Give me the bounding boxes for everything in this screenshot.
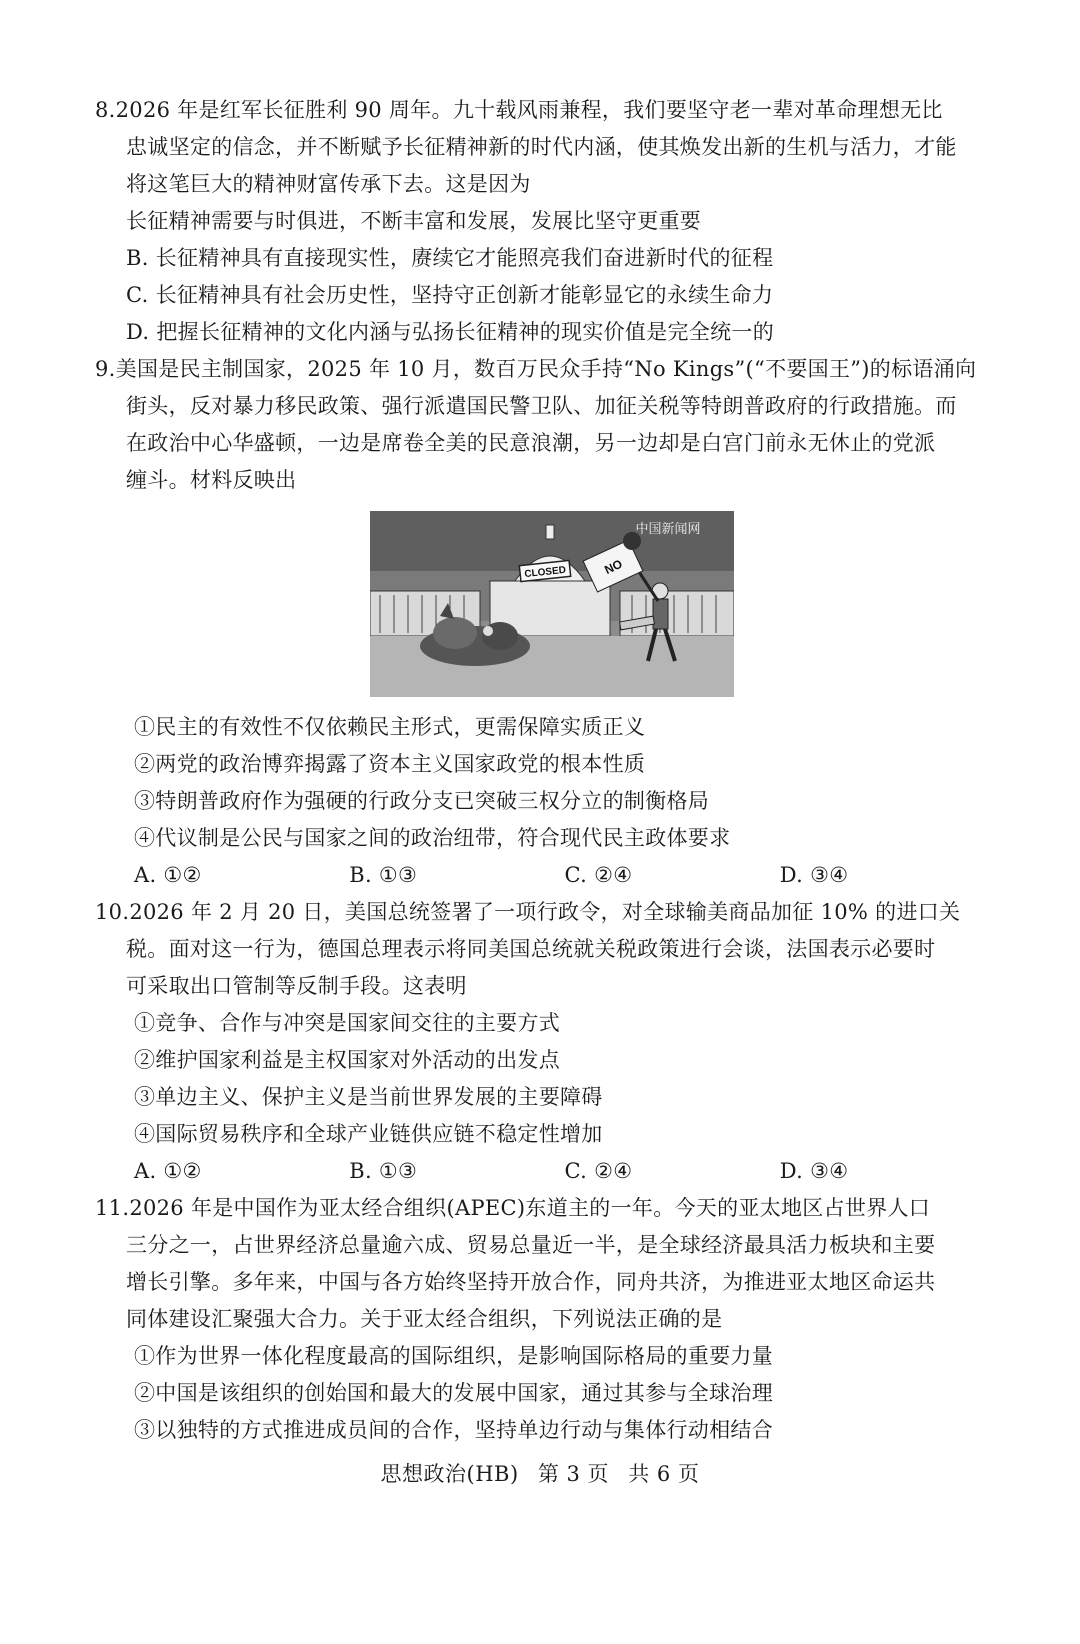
statement-3: ③特朗普政府作为强硬的行政分支已突破三权分立的制衡格局 xyxy=(134,789,710,813)
question-stem-line: 同体建设汇聚强大合力。关于亚太经合组织，下列说法正确的是 xyxy=(126,1307,723,1331)
answer-choices xyxy=(95,857,995,894)
question-stem-line: 增长引擎。多年来，中国与各方始终坚持开放合作，同舟共济，为推进亚太地区命运共 xyxy=(126,1270,936,1294)
question-number: 8. xyxy=(95,98,116,122)
exam-content xyxy=(95,92,995,1449)
option-a: 长征精神需要与时俱进，不断丰富和发展，发展比坚守更重要 xyxy=(126,209,702,233)
page-footer xyxy=(0,1458,1080,1488)
choice-a: A. ①② xyxy=(134,1159,202,1183)
question-stem-line: 在政治中心华盛顿，一边是席卷全美的民意浪潮，另一边却是白宫门前永无休止的党派 xyxy=(126,431,936,455)
question-stem-line: 8.2026 年是红军长征胜利 90 周年。九十载风雨兼程，我们要坚守老一辈对革命理想无比 xyxy=(95,92,995,129)
closed-sign-text: CLOSED xyxy=(523,564,567,581)
watermark-text: 中国新闻网 xyxy=(635,522,701,537)
option-d: D. 把握长征精神的文化内涵与弘扬长征精神的现实价值是完全统一的 xyxy=(126,320,775,344)
cartoon-illustration xyxy=(370,511,734,697)
choice-d: D. ③④ xyxy=(779,1159,849,1183)
statement-4: ④代议制是公民与国家之间的政治纽带，符合现代民主政体要求 xyxy=(134,826,731,850)
question-stem-line: 街头，反对暴力移民政策、强行派遣国民警卫队、加征关税等特朗普政府的行政措施。而 xyxy=(126,394,957,418)
footer-subject: 思想政治(HB) xyxy=(380,1462,519,1486)
question-stem-line: 10.2026 年 2 月 20 日，美国总统签署了一项行政令，对全球输美商品加征 10% 的进口关 xyxy=(95,894,995,931)
choice-b: B. ①③ xyxy=(349,863,418,887)
placard-text: NO xyxy=(602,556,625,578)
statement-2: ②两党的政治博弈揭露了资本主义国家政党的根本性质 xyxy=(134,752,646,776)
statement-1: ①民主的有效性不仅依赖民主形式，更需保障实质正义 xyxy=(134,715,646,739)
statement-2: ②中国是该组织的创始国和最大的发展中国家，通过其参与全球治理 xyxy=(134,1381,773,1405)
choice-c: C. ②④ xyxy=(564,1159,633,1183)
question-stem-line: 11.2026 年是中国作为亚太经合组织(APEC)东道主的一年。今天的亚太地区占世界人口 xyxy=(95,1190,995,1227)
choice-b: B. ①③ xyxy=(349,1159,418,1183)
footer-total-pages: 共 6 页 xyxy=(628,1462,700,1486)
question-stem-line: 9.美国是民主制国家，2025 年 10 月，数百万民众手持“No Kings”(“不要国王”)的标语涌向 xyxy=(95,351,995,388)
question-stem-line: 忠诚坚定的信念，并不断赋予长征精神新的时代内涵，使其焕发出新的生机与活力，才能 xyxy=(126,135,957,159)
question-stem-line: 将这笔巨大的精神财富传承下去。这是因为 xyxy=(126,172,531,196)
question-stem-line: 税。面对这一行为，德国总理表示将同美国总统就关税政策进行会谈，法国表示必要时 xyxy=(126,937,936,961)
statement-1: ①竞争、合作与冲突是国家间交往的主要方式 xyxy=(134,1011,560,1035)
choice-c: C. ②④ xyxy=(564,863,633,887)
statement-2: ②维护国家利益是主权国家对外活动的出发点 xyxy=(134,1048,560,1072)
option-b: B. 长征精神具有直接现实性，赓续它才能照亮我们奋进新时代的征程 xyxy=(126,246,774,270)
question-number: 10. xyxy=(95,900,130,924)
question-9 xyxy=(95,351,995,894)
statement-4: ④国际贸易秩序和全球产业链供应链不稳定性增加 xyxy=(134,1122,603,1146)
footer-page-number: 第 3 页 xyxy=(537,1462,610,1486)
question-stem-line: 可采取出口管制等反制手段。这表明 xyxy=(126,974,467,998)
question-10 xyxy=(95,894,995,1190)
question-stem-line: 三分之一，占世界经济总量逾六成、贸易总量近一半，是全球经济最具活力板块和主要 xyxy=(126,1233,936,1257)
answer-choices xyxy=(95,1153,995,1190)
question-number: 11. xyxy=(95,1196,130,1220)
statement-3: ③单边主义、保护主义是当前世界发展的主要障碍 xyxy=(134,1085,603,1109)
statement-1: ①作为世界一体化程度最高的国际组织，是影响国际格局的重要力量 xyxy=(134,1344,773,1368)
choice-a: A. ①② xyxy=(134,863,202,887)
question-number: 9. xyxy=(95,357,116,381)
option-c: C. 长征精神具有社会历史性，坚持守正创新才能彰显它的永续生命力 xyxy=(126,283,774,307)
question-8 xyxy=(95,92,995,351)
question-stem-line: 缠斗。材料反映出 xyxy=(126,468,297,492)
question-11 xyxy=(95,1190,995,1449)
statement-3: ③以独特的方式推进成员间的合作，坚持单边行动与集体行动相结合 xyxy=(134,1418,773,1442)
choice-d: D. ③④ xyxy=(779,863,849,887)
political-cartoon-image xyxy=(370,511,734,697)
